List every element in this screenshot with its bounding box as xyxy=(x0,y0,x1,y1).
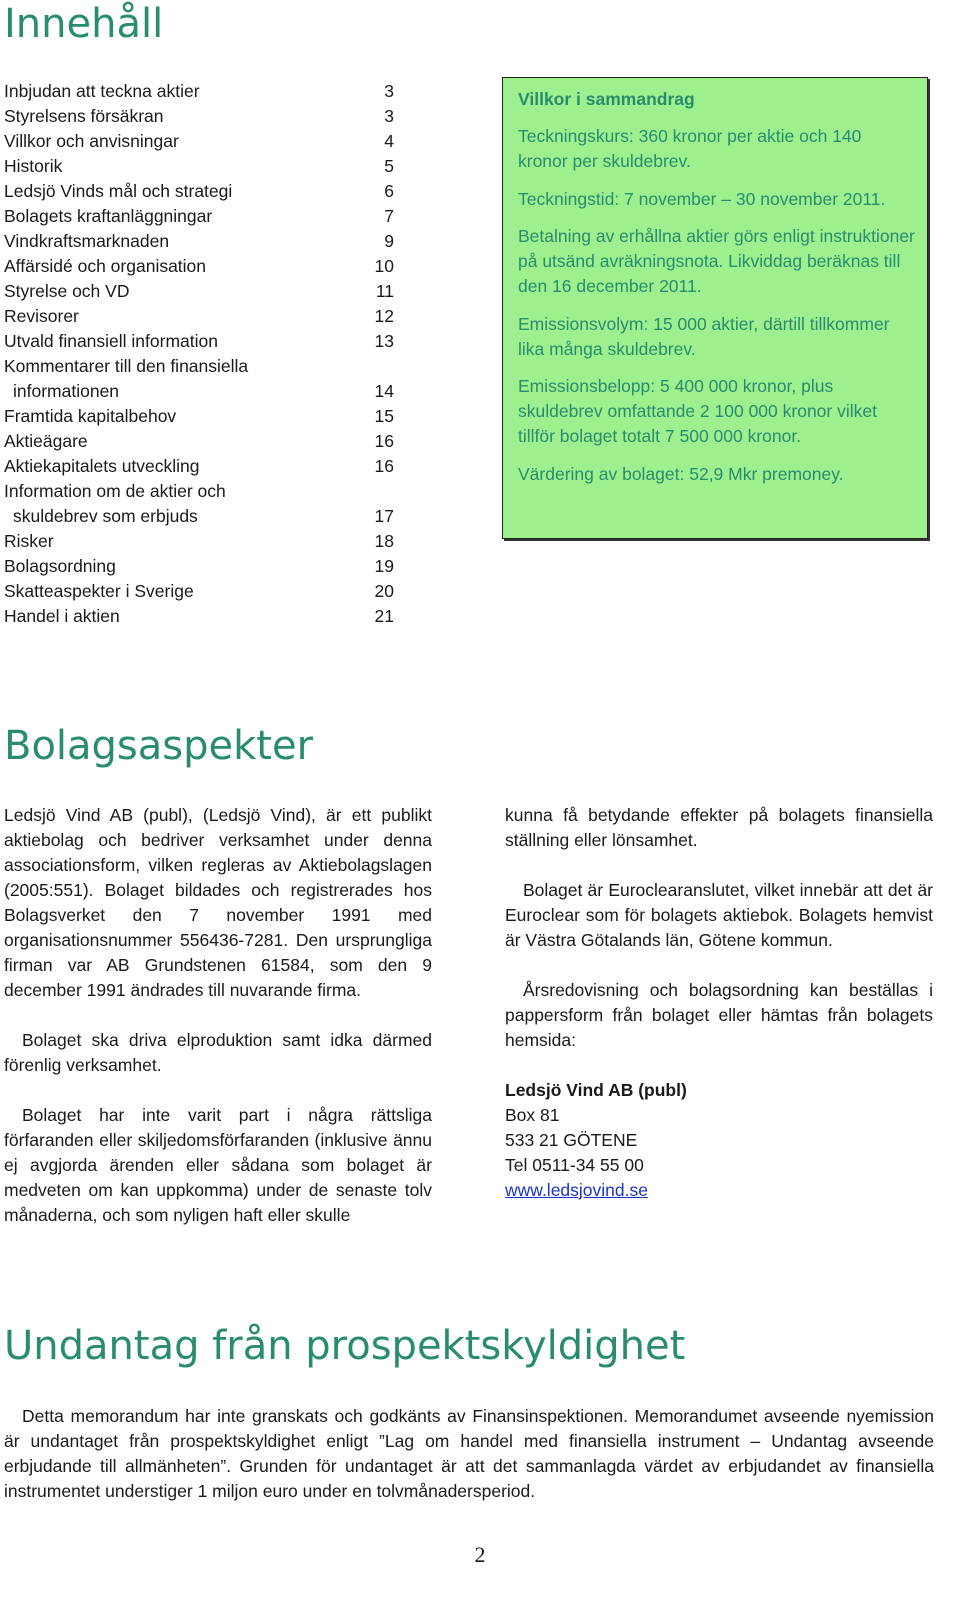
toc-item-page: 3 xyxy=(384,81,394,101)
toc-item-label: Styrelsens försäkran xyxy=(4,106,164,126)
toc-item-page: 7 xyxy=(384,206,394,226)
toc-item xyxy=(4,529,394,554)
toc-title: Innehåll xyxy=(4,1,164,47)
toc-item-page: 16 xyxy=(374,456,394,476)
address-box: Box 81 xyxy=(505,1105,560,1125)
toc-item-page xyxy=(370,354,394,379)
bolag-column-right xyxy=(505,803,933,1203)
toc-item-page: 10 xyxy=(374,256,394,276)
toc-item xyxy=(4,254,394,279)
toc-item-label: Ledsjö Vinds mål och strategi xyxy=(4,181,233,201)
summary-issue-volume: Emissionsvolym: 15 000 aktier, därtill tillkommer lika många skuldebrev. xyxy=(518,313,890,359)
company-address xyxy=(505,1078,933,1203)
toc-item xyxy=(4,329,394,354)
toc-item-label: Styrelse och VD xyxy=(4,281,130,301)
summary-subscription-period: Teckningstid: 7 november – 30 november 2011. xyxy=(518,188,886,209)
toc-item-page: 17 xyxy=(374,506,394,526)
toc-item-label: Historik xyxy=(4,156,63,176)
toc-item xyxy=(4,229,394,254)
toc-item xyxy=(4,379,394,404)
company-name: Ledsjö Vind AB (publ) xyxy=(505,1080,687,1100)
website-link[interactable]: www.ledsjovind.se xyxy=(505,1180,648,1200)
toc-item-page: 20 xyxy=(374,581,394,601)
toc-item-page: 19 xyxy=(374,556,394,576)
toc-item-label: Villkor och anvisningar xyxy=(4,131,179,151)
toc-item-page: 9 xyxy=(384,231,394,251)
toc-item-label: Information om de aktier och xyxy=(4,481,226,501)
section-title-undantag: Undantag från prospektskyldighet xyxy=(4,1323,686,1369)
toc-item-page: 16 xyxy=(374,431,394,451)
toc-item-label: Inbjudan att teckna aktier xyxy=(4,81,200,101)
toc-item-label: Revisorer xyxy=(4,306,79,326)
toc-item-label: Bolagsordning xyxy=(4,556,116,576)
toc-item-page: 12 xyxy=(374,306,394,326)
toc-item xyxy=(4,304,394,329)
toc-item-label: Utvald finansiell information xyxy=(4,331,218,351)
toc-item xyxy=(4,454,394,479)
toc-item-page: 3 xyxy=(384,106,394,126)
exemption-paragraph: Detta memorandum har inte granskats och godkänts av Finansinspektionen. Memorandumet avseende nyemission är undantaget från prospektskyldighet enligt ”Lag om handel med finansiella instrument – Undantag avseende erbjudande till allmänheten”. Grunden för undantaget är att det sammanlagda värdet av erbjudandet av finansiella instrumentet understiger 1 miljon euro under en tolvmånadersperiod. xyxy=(4,1406,934,1501)
toc-item xyxy=(4,79,394,104)
toc-item-label: Risker xyxy=(4,531,54,551)
toc-item xyxy=(4,354,394,379)
toc-item xyxy=(4,204,394,229)
toc-item-page: 6 xyxy=(384,181,394,201)
toc-item xyxy=(4,179,394,204)
toc-item xyxy=(4,504,394,529)
toc-item-page: 15 xyxy=(374,406,394,426)
paragraph: Bolaget har inte varit part i några rättsliga förfaranden eller skiljedomsförfaranden (inklusive ännu ej avgjorda ärenden eller sådana som bolaget är medveten om kan uppkomma) under de senaste tolv månaderna, och som nyligen haft eller skulle xyxy=(4,1105,432,1225)
toc-item-page: 11 xyxy=(375,281,394,301)
summary-valuation: Värdering av bolaget: 52,9 Mkr premoney. xyxy=(518,463,844,484)
toc-item xyxy=(4,579,394,604)
bolag-column-left xyxy=(4,803,432,1253)
summary-subscription-price: Teckningskurs: 360 kronor per aktie och 140 kronor per skuldebrev. xyxy=(518,126,862,171)
toc-item xyxy=(4,429,394,454)
toc-item-label: Vindkraftsmarknaden xyxy=(4,231,170,251)
table-of-contents xyxy=(4,79,394,629)
toc-item xyxy=(4,404,394,429)
toc-item xyxy=(4,129,394,154)
toc-item-page: 13 xyxy=(374,331,394,351)
toc-item-page: 4 xyxy=(384,131,394,151)
toc-item xyxy=(4,554,394,579)
summary-payment: Betalning av erhållna aktier görs enligt instruktioner på utsänd avräkningsnota. Likviddag beräknas till den 16 december 2011. xyxy=(518,226,915,296)
paragraph: Ledsjö Vind AB (publ), (Ledsjö Vind), är ett publikt aktiebolag och bedriver verksamhet under denna associationsform, vilken regleras av Aktiebolagslagen (2005:551). Bolaget bildades och registrerades hos Bolagsverket den 7 november 1991 med organisationsnummer 556436-7281. Den ursprungliga firman var AB Grundstenen 61584, som den 9 december 1991 ändrades till nuvarande firma. xyxy=(4,805,432,1000)
paragraph: Årsredovisning och bolagsordning kan beställas i pappersform från bolaget eller hämtas från bolagets hemsida: xyxy=(505,980,933,1050)
toc-item xyxy=(4,479,394,504)
toc-item-label: Aktieägare xyxy=(4,431,88,451)
toc-item-page: 21 xyxy=(374,606,394,626)
paragraph: Bolaget är Euroclearanslutet, vilket innebär att det är Euroclear som för bolagets aktiebok. Bolagets hemvist är Västra Götalands län, Götene kommun. xyxy=(505,880,933,950)
toc-item-page: 14 xyxy=(374,381,394,401)
paragraph: kunna få betydande effekter på bolagets finansiella ställning eller lönsamhet. xyxy=(505,805,933,850)
summary-issue-amount: Emissionsbelopp: 5 400 000 kronor, plus skuldebrev omfattande 2 100 000 kronor vilket tillför bolaget totalt 7 500 000 kronor. xyxy=(518,376,877,446)
toc-item-page: 5 xyxy=(384,156,394,176)
page-number: 2 xyxy=(474,1542,486,1567)
toc-item-label: Aktiekapitalets utveckling xyxy=(4,456,200,476)
paragraph: Bolaget ska driva elproduktion samt idka därmed förenlig verksamhet. xyxy=(4,1030,432,1075)
toc-item-page xyxy=(370,479,394,504)
toc-item-label: Handel i aktien xyxy=(4,606,120,626)
toc-item-label: informationen xyxy=(13,381,120,401)
toc-item-label: Affärsidé och organisation xyxy=(4,256,207,276)
address-city: 533 21 GÖTENE xyxy=(505,1130,638,1150)
toc-item-label: skuldebrev som erbjuds xyxy=(13,506,198,526)
toc-item xyxy=(4,279,394,304)
section-title-bolagsaspekter: Bolagsaspekter xyxy=(4,723,314,769)
toc-item xyxy=(4,154,394,179)
summary-box xyxy=(502,77,928,539)
summary-box-title: Villkor i sammandrag xyxy=(518,89,695,109)
toc-item-label: Bolagets kraftanläggningar xyxy=(4,206,213,226)
toc-item-page: 18 xyxy=(374,531,394,551)
toc-item-label: Kommentarer till den finansiella xyxy=(4,356,249,376)
toc-item-label: Skatteaspekter i Sverige xyxy=(4,581,194,601)
toc-item xyxy=(4,104,394,129)
address-phone: Tel 0511-34 55 00 xyxy=(505,1155,644,1175)
toc-item-label: Framtida kapitalbehov xyxy=(4,406,177,426)
toc-item xyxy=(4,604,394,629)
